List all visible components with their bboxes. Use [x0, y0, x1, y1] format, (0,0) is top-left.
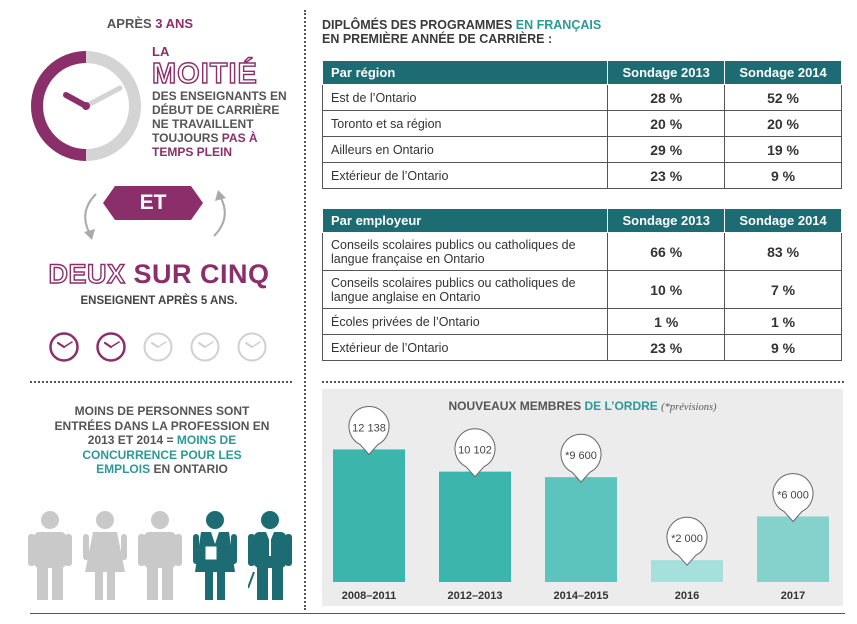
- two-of-five-heading: DEUX SUR CINQ: [48, 259, 270, 289]
- half-clock-icon: [30, 50, 142, 162]
- value-callout: [455, 429, 495, 477]
- row-label: Toronto et sa région: [323, 111, 608, 137]
- chart-title: NOUVEAUX MEMBRES DE L’ORDRE (*prévisions): [448, 399, 717, 413]
- value-callout: [561, 434, 601, 482]
- table-row: [323, 335, 842, 361]
- value-callout: [667, 517, 707, 565]
- et-banner: ET: [115, 186, 191, 220]
- value-2013: 28 %: [608, 85, 725, 111]
- category-label: 2017: [780, 590, 806, 602]
- half-big: MOITIÉ: [152, 58, 258, 90]
- clock-icon: [95, 331, 127, 363]
- row-label: Est de l’Ontario: [323, 85, 608, 111]
- table-row: [323, 163, 842, 189]
- value-2014: 20 %: [725, 111, 842, 137]
- new-members-chart: [322, 389, 843, 606]
- bar: [545, 477, 617, 582]
- man-grey-icon: [138, 510, 182, 600]
- region-header-row: [323, 61, 842, 85]
- people-row: [28, 510, 292, 600]
- value-2014: 83 %: [725, 233, 842, 271]
- value-callout: [773, 474, 813, 522]
- col-header: Par employeur: [323, 209, 608, 233]
- row-label: Conseils scolaires publics ou catholiques de langue anglaise en Ontario: [323, 271, 608, 309]
- clock-icon: [142, 331, 174, 363]
- clock-icon: [236, 331, 268, 363]
- table-row: [323, 271, 842, 309]
- data-label: *2 000: [671, 533, 703, 546]
- half-description: DES ENSEIGNANTS EN DÉBUT DE CARRIÈRE NE TRAVAILLENT TOUJOURS PAS À TEMPS PLEIN: [152, 89, 287, 159]
- man-teacher-icon: [248, 510, 292, 600]
- after-3-years-heading: APRÈS 3 ANS: [106, 16, 194, 31]
- table-row: [323, 233, 842, 271]
- category-label: 2014–2015: [553, 590, 609, 602]
- category-label: 2012–2013: [447, 590, 503, 602]
- value-2014: 9 %: [725, 163, 842, 189]
- clock-icon: [189, 331, 221, 363]
- employer-header-row: [323, 209, 842, 233]
- data-label: 12 138: [352, 422, 386, 435]
- data-label: 10 102: [458, 444, 492, 457]
- table-row: [323, 309, 842, 335]
- col-header: Sondage 2014: [725, 61, 842, 85]
- col-header: Sondage 2013: [608, 61, 725, 85]
- bottom-rule: [30, 613, 845, 614]
- table-row: [323, 111, 842, 137]
- vertical-divider: [304, 10, 306, 610]
- value-2014: 9 %: [725, 335, 842, 361]
- row-label: Extérieur de l’Ontario: [323, 163, 608, 189]
- table-row: [323, 137, 842, 163]
- value-2014: 7 %: [725, 271, 842, 309]
- row-label: Ailleurs en Ontario: [323, 137, 608, 163]
- value-2013: 20 %: [608, 111, 725, 137]
- bar: [333, 449, 405, 582]
- employer-table: [322, 208, 842, 361]
- fewer-people-text: MOINS DE PERSONNES SONT ENTRÉES DANS LA PROFESSION EN 2013 ET 2014 = MOINS DE CONCURRENCE POUR LES EMPLOIS EN ONTARIO: [54, 404, 270, 476]
- graduates-title: DIPLÔMÉS DES PROGRAMMES EN FRANÇAIS EN PREMIÈRE ANNÉE DE CARRIÈRE :: [322, 18, 602, 46]
- after-5-years-text: ENSEIGNENT APRÈS 5 ANS.: [80, 295, 238, 307]
- clock-icon: [48, 331, 80, 363]
- col-header: Par région: [323, 61, 608, 85]
- data-label: *6 000: [777, 489, 809, 502]
- value-callout: [349, 407, 389, 455]
- half-statement: [152, 44, 302, 159]
- value-2013: 66 %: [608, 233, 725, 271]
- value-2013: 10 %: [608, 271, 725, 309]
- value-2014: 52 %: [725, 85, 842, 111]
- col-header: Sondage 2014: [725, 209, 842, 233]
- row-label: Conseils scolaires publics ou catholiques de langue française en Ontario: [323, 233, 608, 271]
- value-2014: 19 %: [725, 137, 842, 163]
- half-la: LA: [152, 44, 170, 59]
- row-label: Écoles privées de l’Ontario: [323, 309, 608, 335]
- region-table: [322, 60, 842, 189]
- category-label: 2008–2011: [341, 590, 397, 602]
- woman-grey-icon: [83, 510, 127, 600]
- value-2013: 23 %: [608, 163, 725, 189]
- data-label: *9 600: [565, 450, 597, 463]
- right-divider: [322, 381, 844, 383]
- value-2013: 1 %: [608, 309, 725, 335]
- value-2013: 23 %: [608, 335, 725, 361]
- clock-row: [48, 331, 268, 363]
- bar: [439, 472, 511, 582]
- col-header: Sondage 2013: [608, 209, 725, 233]
- woman-teacher-icon: [193, 510, 237, 600]
- row-label: Extérieur de l’Ontario: [323, 335, 608, 361]
- value-2014: 1 %: [725, 309, 842, 335]
- bar: [757, 516, 829, 582]
- left-divider: [30, 381, 292, 383]
- category-label: 2016: [674, 590, 700, 602]
- value-2013: 29 %: [608, 137, 725, 163]
- man-grey-icon: [28, 510, 72, 600]
- table-row: [323, 85, 842, 111]
